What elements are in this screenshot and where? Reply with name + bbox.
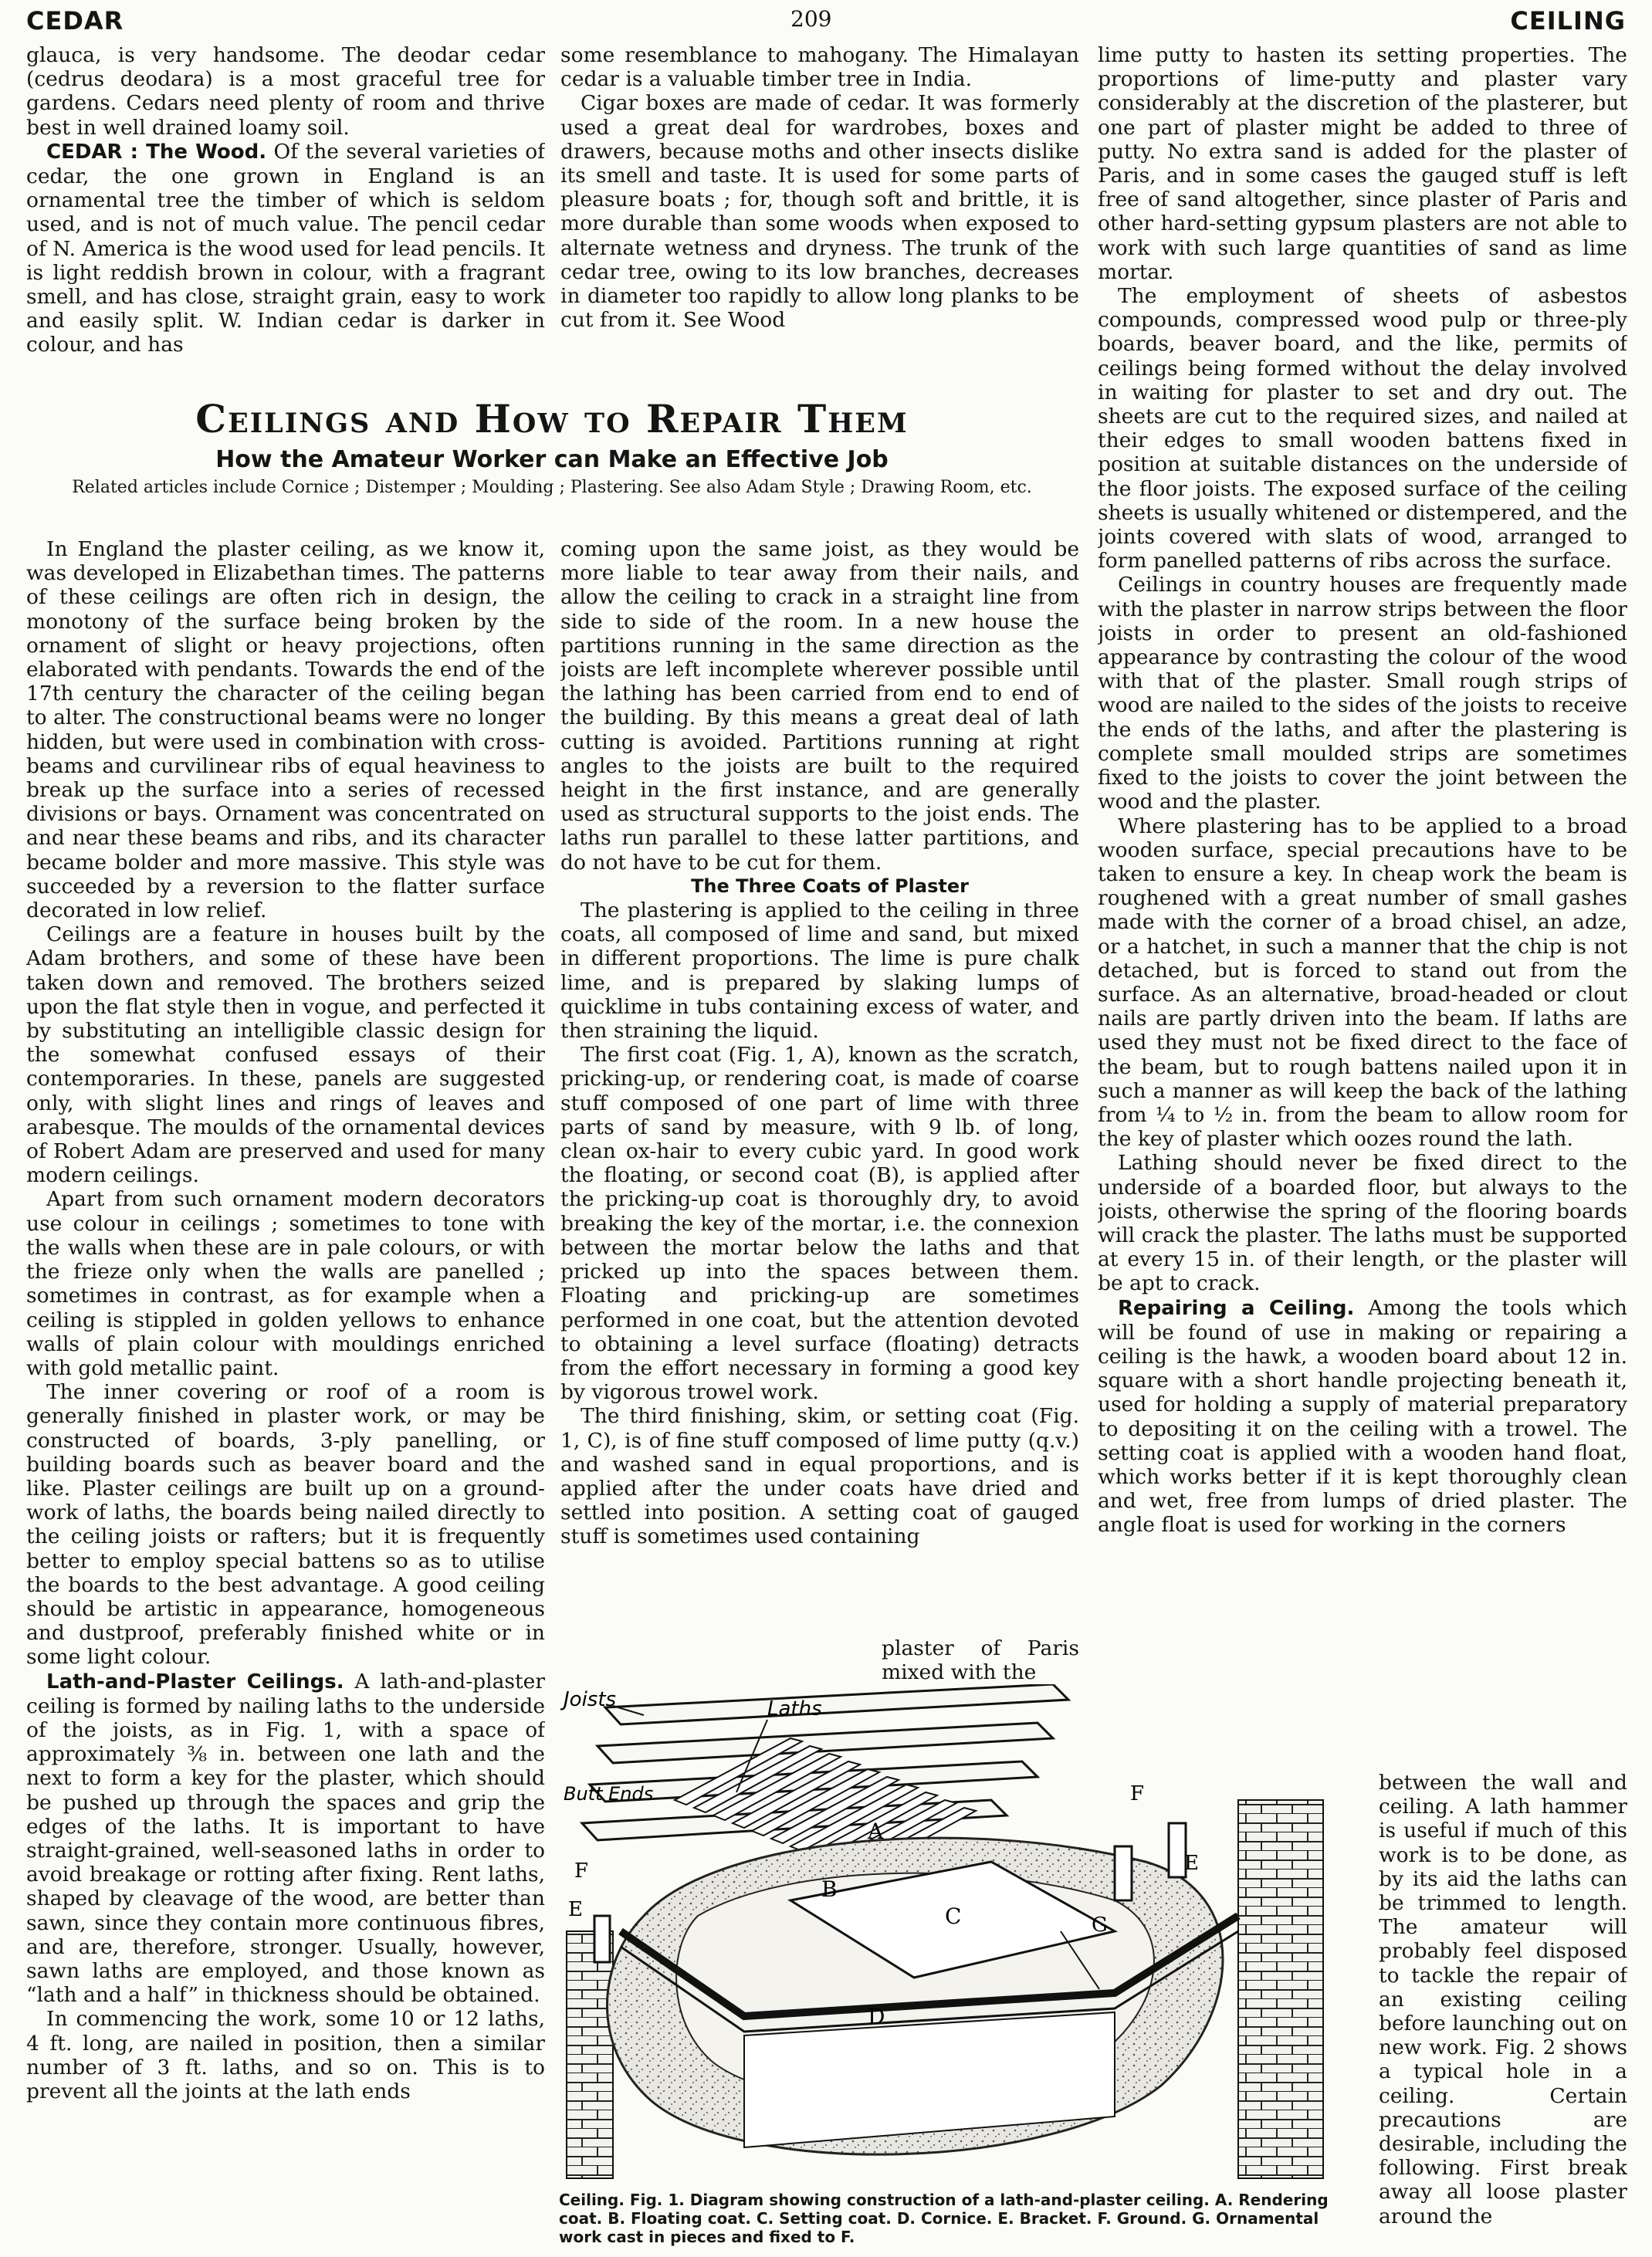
paragraph: The third finishing, skim, or setting coat (Fig. 1, C), is of fine stuff composed of lime putty (q.v.) and washed sand in equal proportions, and is applied after the under coats have dried and settled into position. A setting coat of gauged stuff is sometimes used containing: [560, 1404, 1079, 1549]
body-column-3: [1098, 43, 1627, 1769]
paragraph: Where plastering has to be applied to a broad wooden surface, special precautions have to be taken to ensure a key. In cheap work the beam is roughened with a great number of small gashes made with the corner of a broad chisel, an adze, or a hatchet, in such a manner that the chip is not detached, but is forced to stand out from the surface. As an alternative, broad-headed or clout nails are partly driven into the beam. If laths are used they must not be fixed direct to the face of the beam, but to rough battens nailed upon it in such a manner as will keep the back of the lathing from ¼ to ½ in. from the beam to allow room for the key of plaster which oozes round the lath.: [1098, 814, 1627, 1152]
article-title: Ceilings and How to Repair Them: [195, 396, 909, 442]
paragraph: coming upon the same joist, as they would be more liable to tear away from their nails, and allow the ceiling to crack in a straight line from side to side of the room. In a new house the partitions running in the same direction as the joists are left incomplete wherever possible until the lathing has been carried from end to end of the building. By this means a great deal of lath cutting is avoided. Partitions running at right angles to the joists are built to the required height in the first instance, and are generally used as structural supports to the joist ends. The laths run parallel to these latter partitions, and do not have to be cut for them.: [560, 537, 1079, 875]
figure-1: [559, 1684, 1365, 2190]
top-column-1: [26, 43, 545, 391]
paragraph: plaster of Paris mixed with the: [882, 1636, 1079, 1685]
body-column-1: [26, 537, 545, 2251]
paragraph: Apart from such ornament modern decorators use colour in ceilings ; sometimes to tone with the walls when these are in pale colours, or with the frieze only when the walls are panelled ; sometimes in contrast, as for example when a ceiling is stippled in golden yellows to enhance walls of plain colour with mouldings enriched with gold metallic paint.: [26, 1187, 545, 1380]
left-wall: [567, 1931, 613, 2178]
paragraph-text: Among the tools which will be found of use in making or repairing a ceiling is the hawk, a wooden board about 12 in. square with a short handle projecting beneath it, used for holding a supply of material preparatory to depositing it on the ceiling with a trowel. The setting coat is applied with a wooden hand float, which works better if it is kept thoroughly clean and wet, free from lumps of dried plaster. The angle float is used for working in the corners: [1098, 1295, 1627, 1538]
paragraph: some resemblance to mahogany. The Himalayan cedar is a valuable timber tree in India.: [560, 43, 1079, 92]
label-c: C: [945, 1903, 962, 1929]
top-column-2: [560, 43, 1079, 391]
paragraph: [26, 1670, 545, 2008]
label-laths: Laths: [767, 1697, 822, 1721]
paragraph: [1098, 1296, 1627, 1538]
paragraph: The employment of sheets of asbestos compounds, compressed wood pulp or three-ply boards, beaver board, and the like, permits of ceilings being formed without the delay involved in waiting for plaster to set and dry out. The sheets are cut to the required sizes, and nailed at their edges to small wooden battens fixed in position at suitable distances on the underside of the floor joists. The exposed surface of the ceiling sheets is usually whitened or distempered, and the joints covered with slats of wood, arranged to form panelled patterns of ribs across the surface.: [1098, 284, 1627, 574]
paragraph-lead: Repairing a Ceiling.: [1118, 1296, 1355, 1320]
paragraph: In commencing the work, some 10 or 12 laths, 4 ft. long, are nailed in position, then a similar number of 3 ft. laths, and so on. This is to prevent all the joints at the lath ends: [26, 2007, 545, 2103]
paragraph-text: A lath-and-plaster ceiling is formed by nailing laths to the underside of the joists, as in Fig. 1, with a space of approximately ⅜ in. between one lath and the next to form a key for the plaster, which should be pushed up through the spaces and grip the edges of the laths. It is important to have straight-grained, well-seasoned laths in order to avoid breakage or rotting after fixing. Rent laths, shaped by cleavage of the wood, are better than sawn, since they contain more continuous fibres, and are, therefore, stronger. Usually, however, sawn laths are employed, and those known as “lath and a half” in thickness should be obtained.: [26, 1669, 545, 2008]
paragraph: The first coat (Fig. 1, A), known as the scratch, pricking-up, or rendering coat, is made of coarse stuff composed of one part of lime with three parts of sand by measure, with 9 lb. of long, clean ox-hair to every cubic yard. In good work the floating, or second coat (B), is applied after the pricking-up coat is thoroughly dry, to avoid breaking the key of the mortar, i.e. the connexion between the mortar below the laths and that pricked up into the spaces between them. Floating and pricking-up are sometimes performed in one coat, but the attention devoted to obtaining a level surface (floating) detracts from the effort necessary in forming a good key by vigorous trowel work.: [560, 1043, 1079, 1405]
paragraph: The plastering is applied to the ceiling in three coats, all composed of lime and sand, but mixed in different proportions. The lime is pure chalk lime, and is prepared by slaking lumps of quicklime in tubs containing excess of water, and then straining the liquid.: [560, 898, 1079, 1044]
paragraph: The inner covering or roof of a room is generally finished in plaster work, or may be constructed of boards, 3-ply panelling, or building boards such as beaver board and the like. Plaster ceilings are built up on a ground-work of laths, the boards being nailed directly to the ceiling joists or rafters; but it is frequently better to employ special battens so as to utilise the boards to the best advantage. A good ceiling should be artistic in appearance, homogeneous and dustproof, preferably finished white or in some light colour.: [26, 1380, 545, 1670]
figure-caption: Ceiling. Fig. 1. Diagram showing construction of a lath-and-plaster ceiling. A. Rendering coat. B. Floating coat. C. Setting coat. D. Cornice. E. Bracket. F. Ground. G. Ornamental work cast in pieces and fixed to F.: [559, 2191, 1329, 2246]
paragraph: Ceilings in country houses are frequently made with the plaster in narrow strips between the floor joists in order to present an old-fashioned appearance by contrasting the colour of the wood with that of the plaster. Small rough strips of wood are nailed to the sides of the joists to receive the ends of the laths, and after the plastering is complete small moulded strips are sometimes fixed to the joists to cover the joint between the wood and the plaster.: [1098, 573, 1627, 814]
label-joists: Joists: [564, 1688, 617, 1711]
label-f-right: F: [1130, 1782, 1145, 1805]
label-butt-ends: Butt Ends: [564, 1783, 654, 1805]
label-e-right: E: [1184, 1852, 1199, 1875]
paragraph: Ceilings are a feature in houses built by the Adam brothers, and some of these have been taken down and removed. The brothers seized upon the flat style then in vogue, and perfected it by substituting an intelligible classic design for the somewhat confused essays of their contemporaries. In these, panels are suggested only, with slight lines and rings of leaves and arabesque. The moulds of the ornamental devices of Robert Adam are preserved and used for many modern ceilings.: [26, 922, 545, 1188]
label-b: B: [821, 1876, 838, 1902]
paragraph-text: Of the several varieties of cedar, the one grown in England is an ornamental tree the timber of which is seldom used, and is not of much value. The pencil cedar of N. America is the wood used for lead pencils. It is light reddish brown in colour, with a fragrant smell, and has close, straight grain, easy to work and easily split. W. Indian cedar is darker in colour, and has: [26, 139, 545, 357]
paragraph-lead: Lath-and-Plaster Ceilings.: [46, 1670, 344, 1694]
related-articles: Related articles include Cornice ; Distemper ; Moulding ; Plastering. See also Adam Style ; Drawing Room, etc.: [72, 478, 1032, 497]
paragraph: In England the plaster ceiling, as we know it, was developed in Elizabethan times. The patterns of these ceilings are often rich in design, the monotony of the surface being broken by the ornament of slight or heavy projections, often elaborated with pendants. Towards the end of the 17th century the character of the ceiling began to alter. The constructional beams were no longer hidden, but were used in combination with cross-beams and curvilinear ribs of equal heaviness to break up the surface into a series of recessed divisions or bays. Ornament was concentrated on and near these beams and ribs, and its character became bolder and more massive. This style was succeeded by a reversion to the flatter surface decorated in low relief.: [26, 537, 545, 923]
paragraph-lead: CEDAR : The Wood.: [46, 140, 267, 164]
label-g: G: [1092, 1914, 1108, 1937]
label-e-left: E: [568, 1898, 583, 1921]
label-f-left: F: [574, 1859, 589, 1883]
header-left: CEDAR: [26, 6, 124, 36]
paragraph: lime putty to hasten its setting properties. The proportions of lime-putty and plaster vary considerably at the discretion of the plasterer, but one part of plaster might be added to three of putty. No extra sand is added for the plaster of Paris, and in some cases the gauged stuff is left free of sand altogether, since plaster of Paris and other hard-setting gypsum plasters are not able to work with such large quantities of sand as lime mortar.: [1098, 43, 1627, 284]
body-column-3-narrow: [1379, 1771, 1627, 2252]
paragraph: [26, 140, 545, 357]
label-d: D: [868, 2004, 885, 2029]
article-subtitle: How the Amateur Worker can Make an Effective Job: [215, 446, 889, 473]
body-column-2: [560, 537, 1079, 1660]
header-right: CEILING: [1510, 6, 1626, 36]
paragraph: between the wall and ceiling. A lath hammer is useful if much of this work is to be done, as by its aid the laths can be trimmed to length. The amateur will probably feel disposed to tackle the repair of an existing ceiling before launching out on new work. Fig. 2 shows a typical hole in a ceiling. Certain precautions are desirable, including the following. First break away all loose plaster around the: [1379, 1771, 1627, 2228]
right-wall: [1238, 1800, 1323, 2178]
subheading: The Three Coats of Plaster: [691, 875, 969, 897]
page-number: 209: [790, 6, 832, 32]
label-a: A: [868, 1819, 884, 1844]
article-heading: [26, 397, 1078, 498]
paragraph: Lathing should never be fixed direct to the underside of a boarded floor, but always to the joists, otherwise the spring of the flooring boards will crack the plaster. The laths must be supported at every 15 in. of their length, or the plaster will be apt to crack.: [1098, 1151, 1627, 1296]
running-header: [26, 6, 1626, 39]
ceiling-diagram: [559, 1684, 1365, 2190]
paragraph: Cigar boxes are made of cedar. It was formerly used a great deal for wardrobes, boxes and drawers, because moths and other insects dislike its smell and taste. It is used for some parts of pleasure boats ; for, though soft and brittle, it is more durable than some woods when exposed to alternate wetness and dryness. The trunk of the cedar tree, owing to its low branches, decreases in diameter too rapidly to allow long planks to be cut from it. See Wood: [560, 91, 1079, 333]
body-column-2-tail: [882, 1636, 1079, 1686]
paragraph: glauca, is very handsome. The deodar cedar (cedrus deodara) is a most graceful tree for gardens. Cedars need plenty of room and thrive best in well drained loamy soil.: [26, 43, 545, 140]
